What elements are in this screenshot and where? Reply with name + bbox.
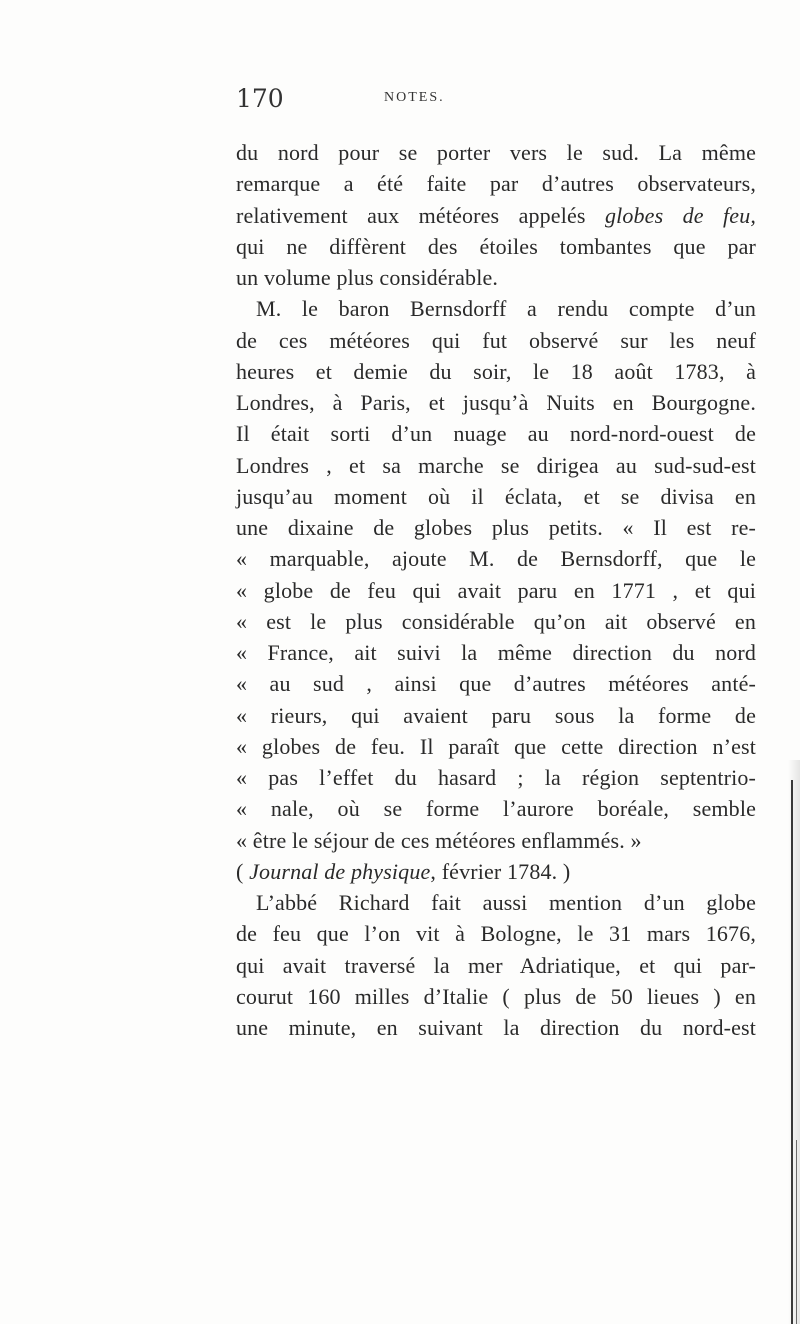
body-text <box>236 137 756 1043</box>
text-line: de feu que l’on vit à Bologne, le 31 mars 1676, <box>236 921 756 947</box>
page-edge-line <box>791 780 793 1324</box>
text-line: Londres, à Paris, et jusqu’à Nuits en Bourgogne. <box>236 390 756 415</box>
text-line: du nord pour se porter vers le sud. La même <box>236 140 756 165</box>
text-line: une minute, en suivant la direction du nord-est <box>236 1015 756 1040</box>
text-line: heures et demie du soir, le 18 août 1783, à <box>236 358 756 384</box>
text-line: remarque a été faite par d’autres observateurs, <box>236 171 756 197</box>
text-line: jusqu’au moment où il éclata, et se divisa en <box>236 483 756 509</box>
page-number: 170 <box>236 84 284 113</box>
text-line: « France, ait suivi la même direction du nord <box>236 640 756 665</box>
text-line: « nale, où se forme l’aurore boréale, semble <box>236 796 756 822</box>
text-line: courut 160 milles d’Italie ( plus de 50 lieues ) en <box>236 983 756 1009</box>
running-title: NOTES. <box>384 90 445 105</box>
text-line: « pas l’effet du hasard ; la région septentrio- <box>236 765 756 790</box>
text-line <box>236 200 756 231</box>
text-line: qui ne diffèrent des étoiles tombantes que par <box>236 233 756 259</box>
text-line: « marquable, ajoute M. de Bernsdorff, que le <box>236 546 756 572</box>
page-edge-shadow <box>788 760 800 1324</box>
text-line: « être le séjour de ces météores enflammés. » <box>236 827 642 853</box>
text-line: M. le baron Bernsdorff a rendu compte d’un <box>256 296 756 322</box>
page-edge-line-secondary <box>796 1140 797 1324</box>
text-line: un volume plus considérable. <box>236 265 499 290</box>
text-line: « globe de feu qui avait paru en 1771 , et qui <box>236 577 756 603</box>
italic-phrase: globes de feu, <box>604 202 756 228</box>
text-line: de ces météores qui fut observé sur les neuf <box>236 327 756 353</box>
text-line: Il était sorti d’un nuage au nord-nord-ouest de <box>236 421 756 447</box>
text-line: « rieurs, qui avaient paru sous la forme de <box>236 702 756 728</box>
text-line: « au sud , ainsi que d’autres météores anté- <box>236 671 756 697</box>
journal-date: , février 1784. ) <box>430 858 571 884</box>
text-segment: ( <box>236 858 250 884</box>
text-segment: relativement aux météores appelés <box>236 202 605 228</box>
text-line: qui avait traversé la mer Adriatique, et qui par- <box>236 952 756 978</box>
text-line: « globes de feu. Il paraît que cette direction n’est <box>236 733 756 759</box>
text-line: « est le plus considérable qu’on ait observé en <box>236 608 756 634</box>
running-head <box>236 78 756 118</box>
text-line: une dixaine de globes plus petits. « Il est re- <box>236 515 756 540</box>
text-line <box>236 856 756 887</box>
text-line: L’abbé Richard fait aussi mention d’un globe <box>256 890 756 915</box>
text-line: Londres , et sa marche se dirigea au sud-sud-est <box>236 452 756 478</box>
journal-title: Journal de physique <box>249 858 431 884</box>
